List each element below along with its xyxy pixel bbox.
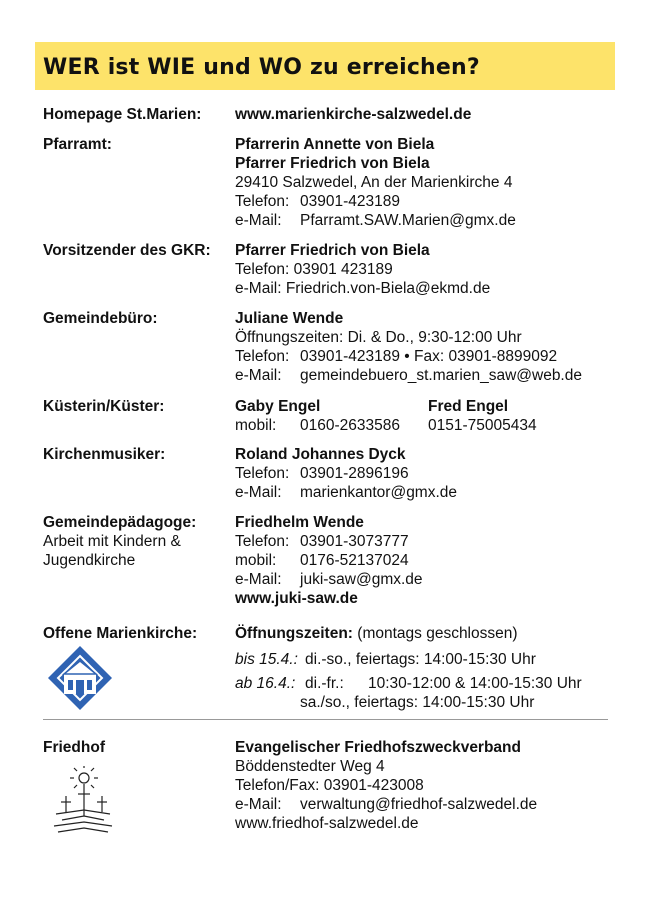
pfarramt-phone: 03901-423189 (300, 193, 400, 210)
musiker-phone: 03901-2896196 (300, 465, 409, 482)
pfarramt-address: 29410 Salzwedel, An der Marienkirche 4 (235, 174, 513, 191)
offen-period1: bis 15.4.: (235, 651, 298, 668)
musiker-name: Roland Johannes Dyck (235, 446, 406, 463)
paedagoge-label: Gemeindepädagoge: (43, 514, 197, 531)
pfarramt-email[interactable]: Pfarramt.SAW.Marien@gmx.de (300, 212, 516, 229)
friedhof-label: Friedhof (43, 739, 105, 756)
offen-period2-line2: sa./so., feiertags: 14:00-15:30 Uhr (300, 694, 535, 711)
kuester-mobile2: 0151-75005434 (428, 417, 537, 434)
friedhof-email[interactable]: verwaltung@friedhof-salzwedel.de (300, 796, 538, 813)
paedagoge-phone: 03901-3073777 (300, 533, 409, 550)
offen-hours-line (235, 624, 518, 644)
buero-email[interactable]: gemeindebuero_st.marien_saw@web.de (300, 367, 582, 384)
buero-phone: 03901-423189 • Fax: 03901-8899092 (300, 348, 558, 365)
pfarramt-email-label: e-Mail: (235, 212, 282, 229)
buero-hours: Öffnungszeiten: Di. & Do., 9:30-12:00 Uhr (235, 329, 522, 346)
friedhof-web[interactable]: www.friedhof-salzwedel.de (235, 815, 419, 832)
friedhof-phone: Telefon/Fax: 03901-423008 (235, 777, 424, 794)
kuester-name2: Fred Engel (428, 398, 509, 415)
offen-hours-label: Öffnungszeiten: (235, 625, 353, 642)
gkr-name: Pfarrer Friedrich von Biela (235, 242, 430, 259)
paedagoge-mobile-label: mobil: (235, 552, 277, 569)
paedagoge-sub2: Jugendkirche (43, 552, 136, 569)
buero-name: Juliane Wende (235, 310, 344, 327)
musiker-phone-label: Telefon: (235, 465, 290, 482)
cemetery-logo-icon (52, 766, 114, 836)
offen-label: Offene Marienkirche: (43, 625, 198, 642)
pfarramt-name2: Pfarrer Friedrich von Biela (235, 155, 430, 172)
offen-period1-text: di.-so., feiertags: 14:00-15:30 Uhr (305, 651, 536, 668)
friedhof-email-label: e-Mail: (235, 796, 282, 813)
pfarramt-name1: Pfarrerin Annette von Biela (235, 136, 435, 153)
gkr-phone: Telefon: 03901 423189 (235, 261, 393, 278)
buero-label: Gemeindebüro: (43, 310, 158, 327)
offen-period2: ab 16.4.: (235, 675, 296, 692)
musiker-email[interactable]: marienkantor@gmx.de (300, 484, 458, 501)
paedagoge-phone-label: Telefon: (235, 533, 290, 550)
kuester-mobile1: 0160-2633586 (300, 417, 400, 434)
paedagoge-name: Friedhelm Wende (235, 514, 364, 531)
pfarramt-phone-label: Telefon: (235, 193, 290, 210)
paedagoge-mobile: 0176-52137024 (300, 552, 409, 569)
gkr-email[interactable]: e-Mail: Friedrich.von-Biela@ekmd.de (235, 280, 491, 297)
offen-period2-times: 10:30-12:00 & 14:00-15:30 Uhr (368, 675, 582, 692)
paedagoge-email-label: e-Mail: (235, 571, 282, 588)
buero-phone-label: Telefon: (235, 348, 290, 365)
paedagoge-sub1: Arbeit mit Kindern & (43, 533, 181, 550)
musiker-email-label: e-Mail: (235, 484, 282, 501)
page-title: WER ist WIE und WO zu erreichen? (43, 55, 480, 80)
kuester-name1: Gaby Engel (235, 398, 321, 415)
homepage-url[interactable]: www.marienkirche-salzwedel.de (235, 106, 472, 123)
gkr-label: Vorsitzender des GKR: (43, 242, 211, 259)
friedhof-street: Böddenstedter Weg 4 (235, 758, 385, 775)
buero-email-label: e-Mail: (235, 367, 282, 384)
kuester-label: Küsterin/Küster: (43, 398, 165, 415)
church-logo-icon (46, 644, 114, 712)
pfarramt-label: Pfarramt: (43, 136, 112, 153)
musiker-label: Kirchenmusiker: (43, 446, 166, 463)
offen-period2-days: di.-fr.: (305, 675, 344, 692)
kuester-mobile-label: mobil: (235, 417, 277, 434)
paedagoge-web[interactable]: www.juki-saw.de (235, 590, 358, 607)
section-divider (43, 719, 608, 720)
offen-hours-note: (montags geschlossen) (357, 625, 518, 642)
friedhof-name: Evangelischer Friedhofszweckverband (235, 739, 521, 756)
paedagoge-email[interactable]: juki-saw@gmx.de (300, 571, 423, 588)
homepage-label: Homepage St.Marien: (43, 106, 202, 123)
header-banner (35, 42, 615, 90)
